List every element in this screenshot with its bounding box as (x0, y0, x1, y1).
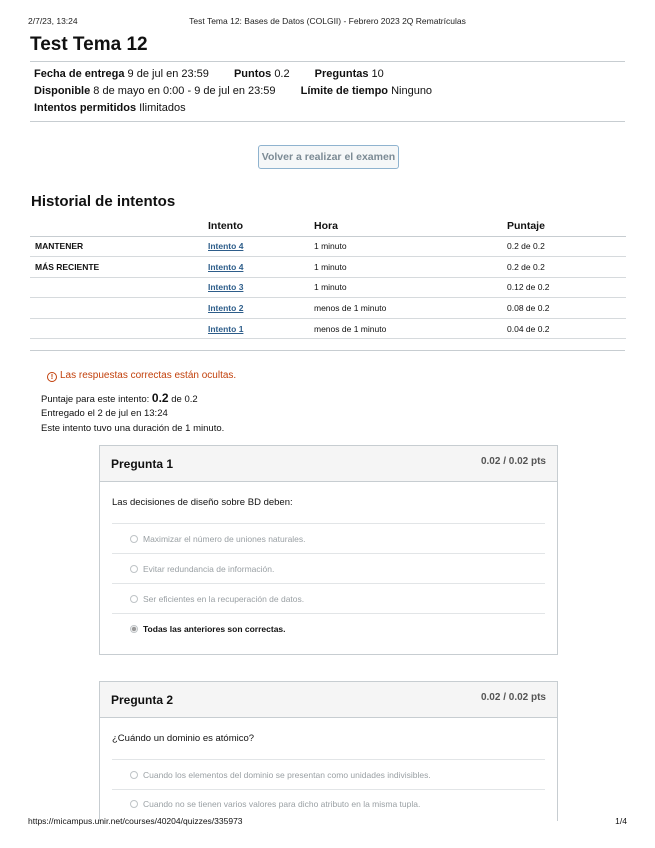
quiz-meta-row-3 (34, 102, 186, 114)
answer-option (130, 594, 304, 604)
score-total: de 0.2 (171, 394, 198, 405)
submitted-info: Entregado el 2 de jul en 13:24 (41, 408, 168, 419)
questions-label: Preguntas (314, 68, 369, 80)
questions-value: 10 (371, 68, 384, 80)
question-text: Las decisiones de diseño sobre BD deben: (112, 497, 293, 508)
attempts-value: Ilimitados (139, 102, 186, 114)
question-points: 0.02 / 0.02 pts (480, 456, 546, 467)
question-header (100, 446, 557, 482)
question-card (99, 681, 558, 821)
retake-quiz-button[interactable]: Volver a realizar el examen (258, 145, 399, 169)
attempt-tag: MANTENER (30, 236, 208, 257)
attempt-time: menos de 1 minuto (314, 298, 507, 319)
radio-icon (130, 800, 138, 808)
radio-icon (130, 535, 138, 543)
quiz-meta-row-2 (34, 85, 432, 97)
score-label: Puntaje para este intento: (41, 394, 150, 405)
due-label: Fecha de entrega (34, 68, 125, 80)
radio-selected-icon (130, 625, 138, 633)
question-text: ¿Cuándo un dominio es atómico? (112, 733, 255, 744)
answers-hidden-notice (47, 370, 236, 382)
divider (112, 553, 545, 554)
option-label: Maximizar el número de uniones naturales. (143, 534, 306, 544)
page-title: Test Tema 12 (30, 34, 148, 55)
question-card (99, 445, 558, 655)
due-value: 9 de jul en 23:59 (127, 68, 209, 80)
attempt-score-summary (41, 391, 198, 405)
attempt-link[interactable]: Intento 3 (208, 282, 244, 293)
answer-option (130, 770, 431, 780)
divider (112, 523, 545, 524)
question-title: Pregunta 2 (111, 693, 174, 707)
attempt-score: 0.04 de 0.2 (507, 318, 626, 339)
divider (30, 350, 625, 351)
column-header: Hora (314, 217, 507, 236)
column-header: Intento (208, 217, 314, 236)
option-label: Cuando los elementos del dominio se presentan como unidades indivisibles. (143, 770, 431, 780)
radio-icon (130, 771, 138, 779)
attempt-score: 0.08 de 0.2 (507, 298, 626, 319)
divider (112, 613, 545, 614)
option-label: Ser eficientes en la recuperación de datos. (143, 594, 305, 604)
option-label: Todas las anteriores son correctas. (143, 624, 286, 634)
question-header (100, 682, 557, 718)
print-date: 2/7/23, 13:24 (28, 16, 78, 26)
attempt-score: 0.2 de 0.2 (507, 257, 626, 278)
time-limit-label: Límite de tiempo (300, 85, 389, 97)
attempt-link[interactable]: Intento 4 (208, 241, 244, 252)
attempt-tag: MÁS RECIENTE (30, 257, 208, 278)
quiz-meta-row-1 (34, 68, 384, 80)
footer-url: https://micampus.unir.net/courses/40204/quizzes/335973 (28, 816, 243, 826)
divider (112, 583, 545, 584)
duration-info: Este intento tuvo una duración de 1 minuto. (41, 423, 225, 434)
points-label: Puntos (233, 68, 272, 80)
points-value: 0.2 (274, 68, 290, 80)
available-label: Disponible (34, 85, 91, 97)
table-row (30, 318, 626, 339)
attempt-tag (30, 277, 208, 298)
table-row (30, 257, 626, 278)
score-value: 0.2 (151, 391, 169, 405)
attempts-label: Intentos permitidos (34, 102, 137, 114)
answer-option-selected (130, 624, 286, 634)
attempt-link[interactable]: Intento 1 (208, 323, 244, 334)
print-page-title: Test Tema 12: Bases de Datos (COLGII) - Febrero 2023 2Q Rematrículas (189, 16, 466, 26)
answer-option (130, 564, 274, 574)
time-limit-value: Ninguno (391, 85, 433, 97)
attempt-history-title: Historial de intentos (31, 193, 176, 210)
table-row (30, 236, 626, 257)
question-points: 0.02 / 0.02 pts (480, 692, 546, 703)
column-header (30, 217, 208, 236)
answer-option (130, 534, 306, 544)
attempt-score: 0.2 de 0.2 (507, 236, 626, 257)
divider (112, 789, 545, 790)
table-row (30, 277, 626, 298)
table-row (30, 298, 626, 319)
attempt-time: menos de 1 minuto (314, 318, 507, 339)
attempt-tag (30, 298, 208, 319)
table-header-row (30, 217, 626, 236)
attempt-link[interactable]: Intento 2 (208, 303, 244, 314)
attempt-tag (30, 318, 208, 339)
divider (112, 759, 545, 760)
attempt-time: 1 minuto (314, 257, 507, 278)
option-label: Evitar redundancia de información. (143, 564, 275, 574)
question-title: Pregunta 1 (111, 457, 174, 471)
attempt-score: 0.12 de 0.2 (507, 277, 626, 298)
available-value: 8 de mayo en 0:00 - 9 de jul en 23:59 (93, 85, 276, 97)
option-label: Cuando no se tienen varios valores para dicho atributo en la misma tupla. (143, 799, 421, 809)
radio-icon (130, 595, 138, 603)
attempt-history-table (30, 217, 626, 339)
notice-text: Las respuestas correctas están ocultas. (60, 370, 237, 381)
divider (30, 61, 625, 62)
radio-icon (130, 565, 138, 573)
answer-option (130, 799, 420, 809)
attempt-time: 1 minuto (314, 277, 507, 298)
page-number: 1/4 (615, 816, 627, 826)
attempt-link[interactable]: Intento 4 (208, 261, 244, 272)
divider (30, 121, 625, 122)
attempt-time: 1 minuto (314, 236, 507, 257)
warning-icon: ! (47, 372, 57, 382)
column-header: Puntaje (507, 217, 626, 236)
